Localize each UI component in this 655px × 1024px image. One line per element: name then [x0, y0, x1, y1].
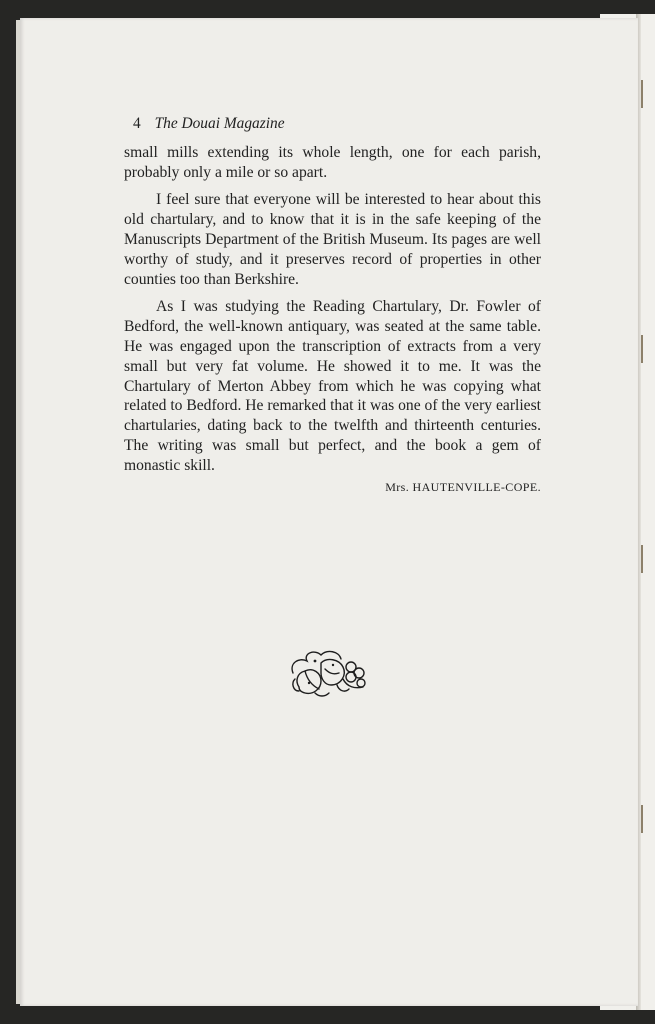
- running-head: [124, 114, 541, 134]
- book-page: [20, 18, 638, 1006]
- fruit-and-leaf-ornament-icon: [285, 643, 375, 699]
- gutter-mark: [641, 80, 643, 108]
- magazine-title: The Douai Magazine: [154, 115, 285, 132]
- paragraph: small mills extending its whole length, one for each parish, probably only a mile or so apart.: [124, 143, 541, 181]
- gutter-mark: [641, 335, 643, 363]
- author-signature: Mrs. HAUTENVILLE-COPE.: [385, 479, 541, 494]
- gutter-mark: [641, 805, 643, 833]
- page-text: [124, 114, 541, 497]
- page-number: 4: [133, 115, 141, 132]
- paragraph: As I was studying the Reading Chartulary, Dr. Fowler of Bedford, the well-known antiquary, was seated at the same table. He was engaged upon the transcription of extracts from a very small but very fat volume. He showed it to me. It was the Chartulary of Merton Abbey from which he was copying what related to Bedford. He remarked that it was one of the very earliest chartularies, dating back to the twelfth and thirteenth centuries. The writing was small but perfect, and the book a gem of monastic skill.: [124, 298, 541, 474]
- paragraph: I feel sure that everyone will be interested to hear about this old chartulary, and to know that it is in the safe keeping of the Manuscripts Department of the British Museum. Its pages are well worthy of study, and it preserves record of properties in other counties too than Berkshire.: [124, 191, 541, 288]
- gutter-mark: [641, 545, 643, 573]
